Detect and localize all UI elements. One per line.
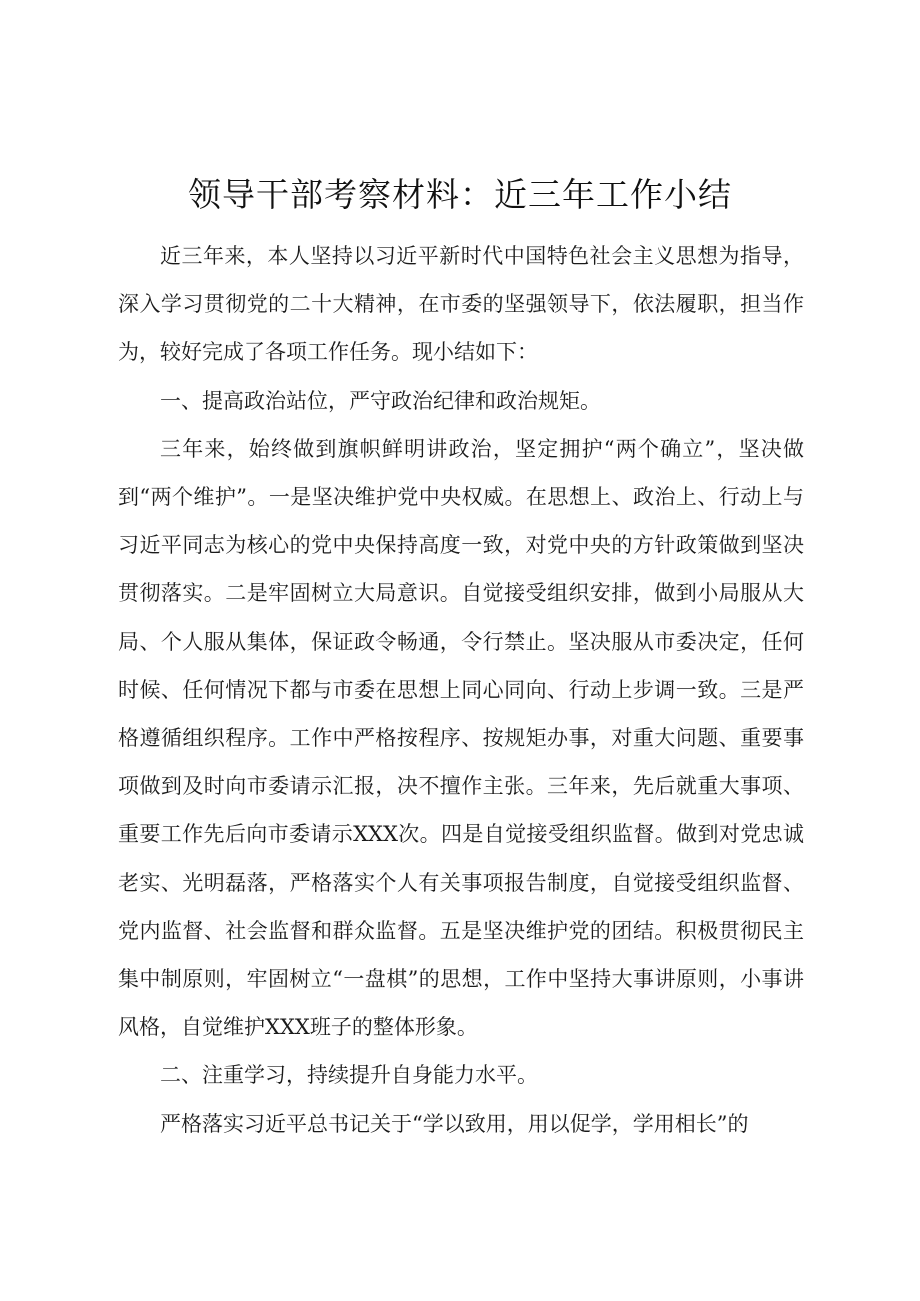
intro-paragraph: 近三年来，本人坚持以习近平新时代中国特色社会主义思想为指导，深入学习贯彻党的二十大精神，在市委的坚强领导下，依法履职，担当作为，较好完成了各项工作任务。现小结如下： (118, 244, 804, 365)
document-title: 领导干部考察材料：近三年工作小结 (188, 175, 732, 214)
document-body (118, 232, 804, 1148)
section-heading-2: 二、注重学习，持续提升自身能力水平。 (160, 1063, 538, 1088)
section-heading-1: 一、提高政治站位，严守政治纪律和政治规矩。 (160, 388, 601, 413)
section-1-paragraph: 三年来，始终做到旗帜鲜明讲政治，坚定拥护“两个确立”，坚决做到“两个维护”。一是坚决维护党中央权威。在思想上、政治上、行动上与习近平同志为核心的党中央保持高度一致，对党中央的方针政策做到坚决贯彻落实。二是牢固树立大局意识。自觉接受组织安排，做到小局服从大局、个人服从集体，保证政令畅通，令行禁止。坚决服从市委决定，任何时候、任何情况下都与市委在思想上同心同向、行动上步调一致。三是严格遵循组织程序。工作中严格按程序、按规矩办事，对重大问题、重要事项做到及时向市委请示汇报，决不擅作主张。三年来，先后就重大事项、重要工作先后向市委请示XXX次。四是自觉接受组织监督。做到对党忠诚老实、光明磊落，严格落实个人有关事项报告制度，自觉接受组织监督、党内监督、社会监督和群众监督。五是坚决维护党的团结。积极贯彻民主集中制原则，牢固树立“一盘棋”的思想，工作中坚持大事讲原则，小事讲风格，自觉维护XXX班子的整体形象。 (118, 436, 804, 1040)
section-2-paragraph: 严格落实习近平总书记关于“学以致用，用以促学，学用相长”的 (160, 1111, 749, 1136)
